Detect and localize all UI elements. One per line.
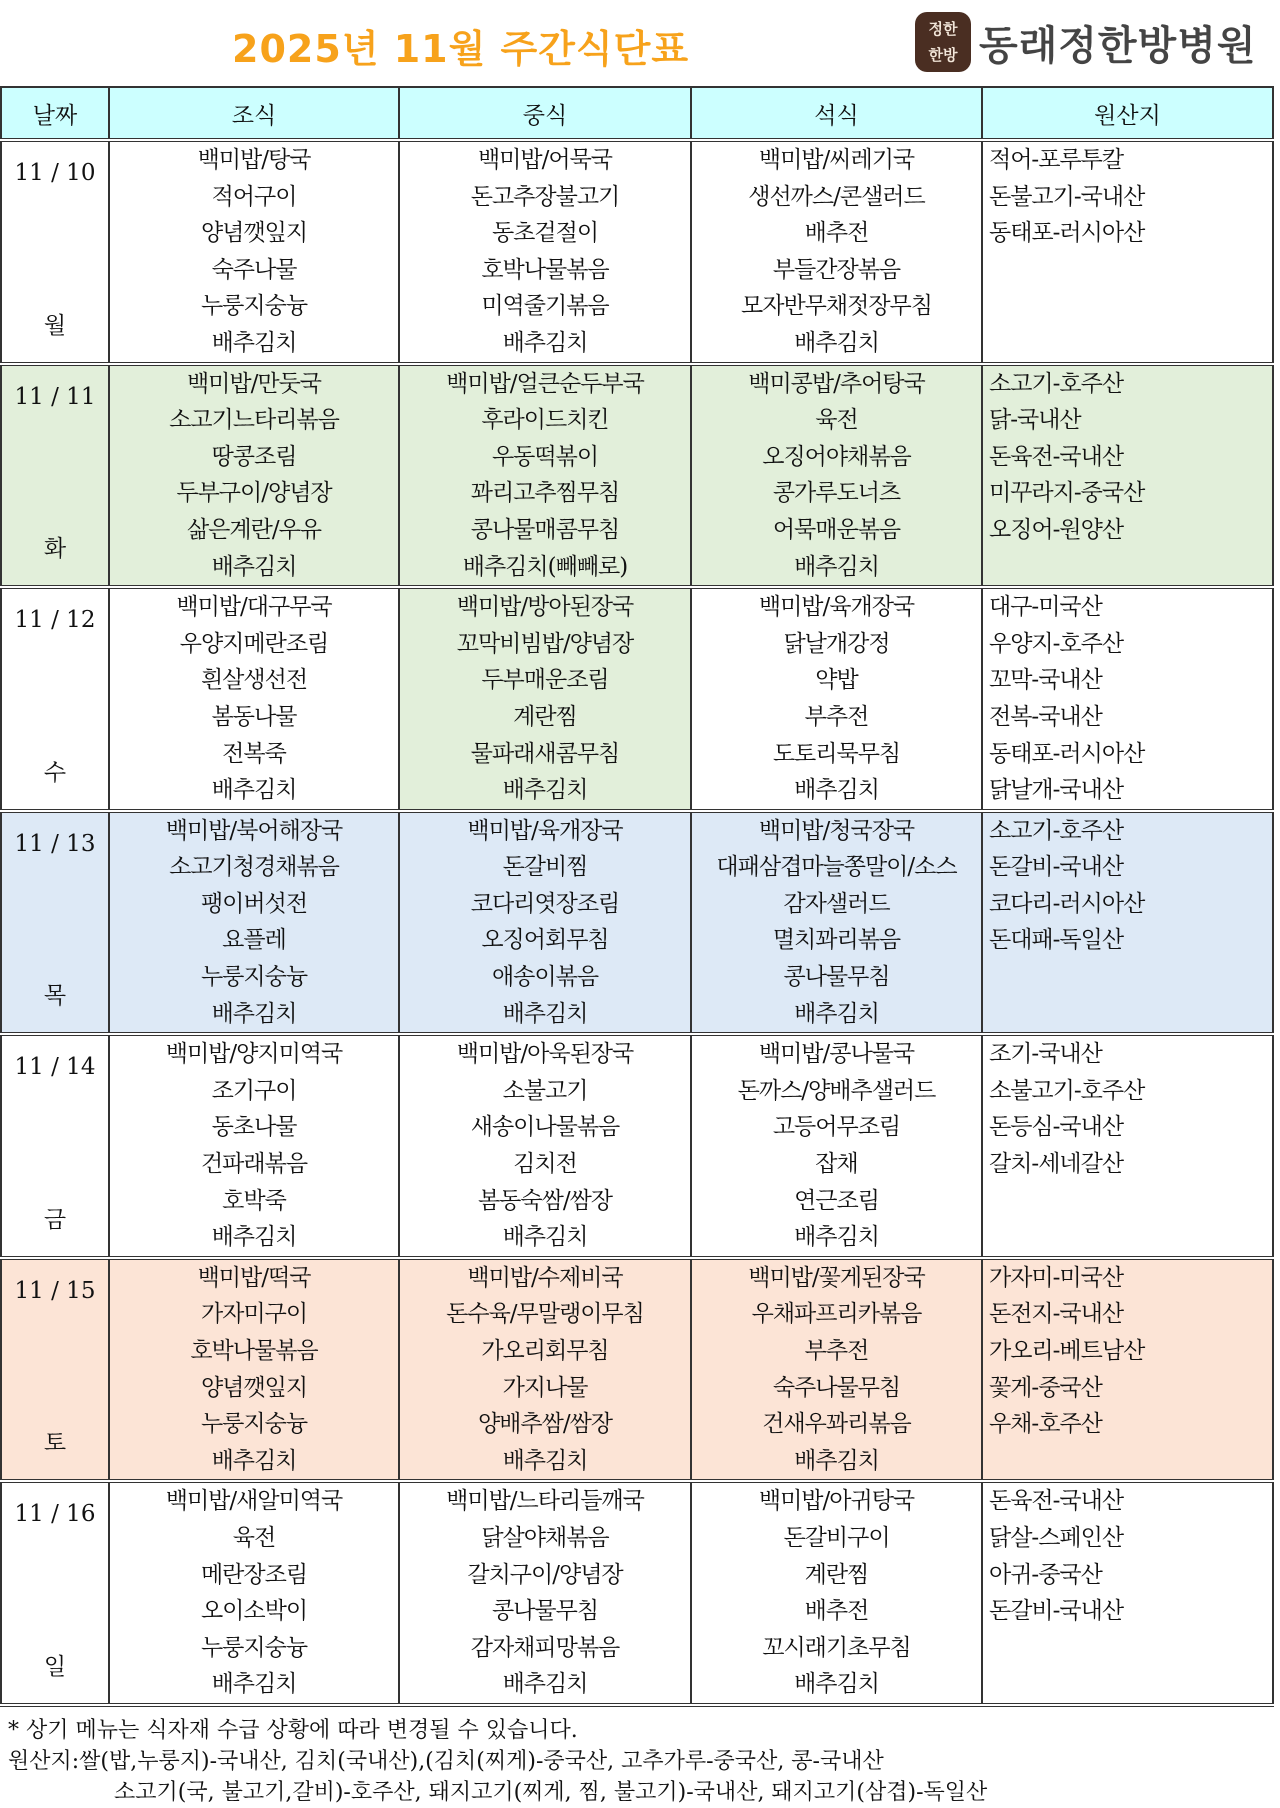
menu-item: 부추전 [804,1338,869,1364]
origin-item: 적어-포루투칼 [989,147,1124,173]
day-row [1,1258,1273,1482]
menu-item: 백미밥/느타리들깨국 [446,1488,644,1515]
date-label: 11 / 15 [14,1277,96,1304]
origin-item: 꼬막-국내산 [989,667,1102,694]
day-row [1,811,1273,1035]
origin-cell [982,811,1273,1035]
menu-item: 배추김치 [794,1447,879,1474]
menu-item: 숙주나물무침 [772,1374,901,1401]
menu-item: 배추김치 [211,553,297,580]
date-cell [1,587,109,811]
menu-item: 배추김치 [502,1447,588,1474]
weekday-label: 목 [43,983,67,1010]
origin-item: 소고기-호주산 [989,370,1124,397]
menu-item: 봄동나물 [211,703,297,730]
date-label: 11 / 16 [14,1501,96,1528]
day-row [1,364,1273,588]
menu-item: 꼬막비빔밥/양념장 [456,630,634,657]
menu-item: 적어구이 [211,183,297,210]
origin-item: 돈등심-국내산 [989,1114,1124,1141]
date-label: 11 / 11 [14,383,96,410]
origin-cell [982,587,1273,811]
origin-cell [982,140,1273,364]
header-origin: 원산지 [982,87,1273,140]
hospital-name: 동래정한방병원 [979,22,1257,69]
origin-item: 닭날개-국내산 [989,777,1124,804]
menu-item: 봄동숙쌈/쌈장 [477,1187,613,1214]
lunch-cell [399,587,691,811]
weekday-label: 월 [43,312,67,339]
origin-item: 우채-호주산 [989,1411,1102,1438]
page-title: 2025년 11월 주간식단표 [232,27,690,71]
menu-item: 배추김치 [211,1000,297,1027]
origin-item: 가오리-베트남산 [989,1338,1145,1364]
breakfast-cell [109,587,399,811]
menu-item: 도토리묵무침 [772,740,901,767]
origin-cell [982,364,1273,588]
menu-item: 배추김치 [502,1224,588,1251]
menu-item: 물파래새콤무침 [470,740,620,767]
menu-item: 두부구이/양념장 [176,480,332,507]
menu-item: 전복죽 [222,740,286,767]
menu-item: 가지나물 [502,1374,588,1401]
origin-item: 소불고기-호주산 [989,1077,1145,1104]
origin-item: 동태포-러시아산 [989,740,1145,767]
menu-item: 백미밥/육개장국 [758,594,915,621]
dinner-cell [691,1481,982,1705]
menu-item: 배추김치 [211,1224,297,1251]
menu-item: 흰살생선전 [200,667,308,694]
menu-item: 건파래볶음 [200,1151,308,1178]
date-label: 11 / 14 [14,1054,96,1081]
lunch-cell [399,1258,691,1482]
menu-item: 백미밥/얼큰순두부국 [446,370,644,397]
logo-mark-top: 정한 [928,20,958,38]
menu-item: 콩가루도너츠 [772,480,901,507]
header-dinner: 석식 [691,87,982,140]
origin-cell [982,1258,1273,1482]
menu-item: 누룽지숭늉 [200,964,308,991]
menu-item: 누룽지숭늉 [200,1411,308,1438]
menu-item: 백미밥/수제비국 [467,1264,623,1291]
menu-item: 배추김치 [794,329,879,356]
menu-item: 백미밥/대구무국 [176,594,332,621]
date-cell [1,140,109,364]
menu-item: 땅콩조림 [211,443,297,470]
date-label: 11 / 13 [14,830,96,857]
menu-item: 양념깻잎지 [200,1374,308,1401]
menu-item: 꽈리고추찜무침 [470,480,620,507]
menu-item: 김치전 [513,1151,577,1178]
breakfast-cell [109,140,399,364]
menu-item: 소고기청경채볶음 [169,854,339,881]
menu-item: 백미밥/탕국 [197,147,311,173]
menu-item: 부추전 [804,703,869,730]
menu-item: 콩나물매콤무침 [470,516,620,543]
menu-item: 오징어야채볶음 [762,443,911,470]
menu-item: 호박나물볶음 [190,1338,318,1364]
menu-item: 배추김치 [502,1000,588,1027]
menu-item: 멸치꽈리볶음 [772,927,901,954]
weekly-menu-table [0,86,1274,1707]
header-date: 날짜 [1,87,109,140]
menu-item: 계란찜 [804,1561,869,1588]
menu-item: 백미밥/떡국 [197,1264,311,1291]
menu-item: 소불고기 [502,1077,588,1104]
origin-item: 소고기-호주산 [989,817,1124,844]
menu-item: 배추김치 [211,1671,297,1698]
menu-item: 백미밥/만둣국 [186,370,322,397]
origin-item: 돈육전-국내산 [989,1488,1124,1515]
menu-item: 돈갈비찜 [502,854,588,881]
menu-item: 우동떡볶이 [491,443,599,470]
dinner-cell [691,364,982,588]
menu-item: 누룽지숭늉 [200,293,308,320]
lunch-cell [399,140,691,364]
header-lunch: 중식 [399,87,691,140]
menu-item: 배추전 [804,220,869,247]
menu-item: 조기구이 [211,1077,297,1104]
dinner-cell [691,1034,982,1258]
origin-item: 돈갈비-국내산 [989,1598,1124,1625]
menu-item: 계란찜 [513,703,577,730]
footer-notice: * 상기 메뉴는 식자재 수급 상황에 따라 변경될 수 있습니다. [8,1718,578,1743]
menu-item: 배추전 [804,1598,869,1625]
menu-item: 부들간장볶음 [772,256,901,283]
origin-item: 가자미-미국산 [989,1264,1124,1291]
date-cell [1,1034,109,1258]
day-row [1,587,1273,811]
menu-item: 육전 [815,407,858,434]
lunch-cell [399,1034,691,1258]
origin-item: 코다리-러시아산 [989,890,1145,917]
menu-item: 돈수육/무말랭이무침 [446,1301,644,1328]
origin-item: 오징어-원양산 [989,516,1124,543]
menu-item: 애송이볶음 [491,964,599,991]
menu-item: 오징어회무침 [481,927,609,954]
breakfast-cell [109,1034,399,1258]
menu-item: 호박나물볶음 [481,256,609,283]
menu-item: 동초나물 [211,1114,297,1141]
origin-item: 돈불고기-국내산 [989,183,1145,210]
menu-item: 고등어무조림 [772,1114,901,1141]
menu-item: 배추김치 [794,553,879,580]
menu-item: 백미밥/어묵국 [477,147,613,173]
menu-item: 배추김치 [502,777,588,804]
menu-item: 소고기느타리볶음 [169,407,339,434]
menu-item: 배추김치 [794,777,879,804]
menu-item: 연근조림 [794,1187,879,1214]
menu-item: 우양지메란조림 [179,630,329,657]
lunch-cell [399,811,691,1035]
date-cell [1,1258,109,1482]
weekday-label: 토 [43,1430,67,1457]
logo-mark-bottom: 한방 [928,46,958,64]
menu-item: 갈치구이/양념장 [467,1561,623,1588]
origin-item: 대구-미국산 [989,594,1102,621]
menu-item: 배추김치 [502,1671,588,1698]
origin-item: 닭살-스페인산 [989,1524,1124,1551]
date-cell [1,364,109,588]
breakfast-cell [109,811,399,1035]
origin-item: 아귀-중국산 [989,1561,1102,1588]
day-row [1,1481,1273,1705]
menu-item: 배추김치 [794,1000,879,1027]
menu-item: 백미밥/청국장국 [758,817,915,844]
logo-mark-icon [915,12,971,72]
day-row [1,140,1273,364]
menu-item: 숙주나물 [211,256,297,283]
menu-item: 삶은계란/우유 [186,516,322,543]
footer-notes [8,1715,987,1808]
menu-item: 요플레 [222,927,286,954]
menu-item: 배추김치 [794,1224,879,1251]
menu-item: 배추김치 [211,777,297,804]
menu-item: 배추김치 [502,329,588,356]
dinner-cell [691,140,982,364]
menu-item: 가오리회무침 [481,1338,609,1364]
menu-item: 백미콩밥/추어탕국 [748,370,925,397]
menu-item: 백미밥/아욱된장국 [456,1041,634,1068]
hospital-logo [915,12,1256,72]
menu-item: 가자미구이 [200,1301,308,1328]
origin-item: 동태포-러시아산 [989,220,1145,247]
menu-item: 백미밥/방아된장국 [456,594,634,621]
date-label: 11 / 10 [14,160,96,186]
weekday-label: 화 [43,536,67,563]
menu-item: 백미밥/콩나물국 [758,1041,915,1068]
lunch-cell [399,1481,691,1705]
menu-item: 콩나물무침 [783,964,890,991]
origin-item: 갈치-세네갈산 [989,1151,1124,1178]
origin-item: 돈갈비-국내산 [989,854,1124,881]
menu-item: 호박죽 [222,1187,286,1214]
origin-item: 꽃게-중국산 [989,1374,1102,1401]
menu-item: 어묵매운볶음 [772,516,901,543]
menu-item: 생선까스/콘샐러드 [748,183,925,210]
breakfast-cell [109,364,399,588]
origin-item: 우양지-호주산 [989,630,1124,657]
date-label: 11 / 12 [14,607,96,634]
menu-item: 양배추쌈/쌈장 [477,1411,613,1438]
table-header-row [1,87,1273,140]
menu-item: 백미밥/새알미역국 [165,1488,343,1515]
menu-item: 잡채 [815,1151,858,1178]
menu-item: 배추김치(빼빼로) [462,553,628,580]
menu-item: 백미밥/양지미역국 [165,1041,343,1068]
menu-item: 오이소박이 [200,1598,308,1625]
menu-item: 건새우꽈리볶음 [762,1411,911,1438]
menu-body [1,140,1273,1705]
origin-item: 전복-국내산 [989,703,1102,730]
menu-item: 돈까스/양배추샐러드 [737,1077,936,1104]
footer-origin-line-1: 원산지:쌀(밥,누룽지)-국내산, 김치(국내산),(김치(찌게)-중국산, 고추가루-중국산, 콩-국내산 [8,1749,884,1774]
menu-item: 새송이나물볶음 [470,1114,620,1141]
menu-item: 감자샐러드 [783,890,890,917]
menu-item: 백미밥/꽃게된장국 [748,1264,925,1291]
menu-item: 백미밥/씨레기국 [758,147,915,173]
menu-item: 미역줄기볶음 [481,293,609,320]
origin-cell [982,1481,1273,1705]
menu-item: 배추김치 [211,1447,297,1474]
menu-item: 메란장조림 [200,1561,308,1588]
menu-item: 동초겉절이 [491,220,599,247]
menu-item: 대패삼겹마늘쫑말이/소스 [716,854,957,881]
menu-item: 닭날개강정 [783,630,890,657]
menu-item: 닭살야채볶음 [481,1524,609,1551]
menu-item: 돈고추장불고기 [470,183,620,210]
dinner-cell [691,811,982,1035]
origin-item: 돈전지-국내산 [989,1301,1124,1328]
origin-item: 조기-국내산 [989,1041,1102,1068]
menu-item: 꼬시래기초무침 [762,1634,911,1661]
menu-item: 육전 [232,1524,276,1551]
menu-item: 배추김치 [211,329,297,356]
lunch-cell [399,364,691,588]
dinner-cell [691,587,982,811]
date-cell [1,811,109,1035]
menu-item: 양념깻잎지 [200,220,308,247]
menu-item: 후라이드치킨 [481,407,609,434]
weekday-label: 수 [43,759,67,786]
menu-item: 약밥 [815,667,858,694]
menu-item: 백미밥/아귀탕국 [758,1488,915,1515]
footer-origin-line-2: 소고기(국, 불고기,갈비)-호주산, 돼지고기(찌게, 찜, 불고기)-국내산, 돼지고기(삼겹)-독일산 [114,1780,988,1805]
menu-item: 우채파프리카볶음 [751,1301,922,1328]
menu-item: 두부매운조림 [481,667,609,694]
menu-item: 팽이버섯전 [200,890,308,917]
menu-item: 배추김치 [794,1671,879,1698]
menu-item: 누룽지숭늉 [200,1634,308,1661]
header-breakfast: 조식 [109,87,399,140]
origin-cell [982,1034,1273,1258]
menu-item: 백미밥/북어해장국 [165,817,343,844]
weekday-label: 일 [43,1653,67,1680]
menu-item: 감자채피망볶음 [470,1634,620,1661]
origin-item: 돈대패-독일산 [989,927,1124,954]
menu-item: 코다리엿장조림 [470,890,620,917]
origin-item: 미꾸라지-중국산 [989,480,1145,507]
day-row [1,1034,1273,1258]
origin-item: 닭-국내산 [989,407,1081,434]
breakfast-cell [109,1481,399,1705]
breakfast-cell [109,1258,399,1482]
menu-item: 돈갈비구이 [783,1524,890,1551]
menu-item: 콩나물무침 [491,1598,599,1625]
menu-item: 백미밥/육개장국 [467,817,623,844]
origin-item: 돈육전-국내산 [989,443,1124,470]
weekday-label: 금 [43,1206,67,1233]
dinner-cell [691,1258,982,1482]
menu-item: 모자반무채젓장무침 [741,293,932,320]
date-cell [1,1481,109,1705]
